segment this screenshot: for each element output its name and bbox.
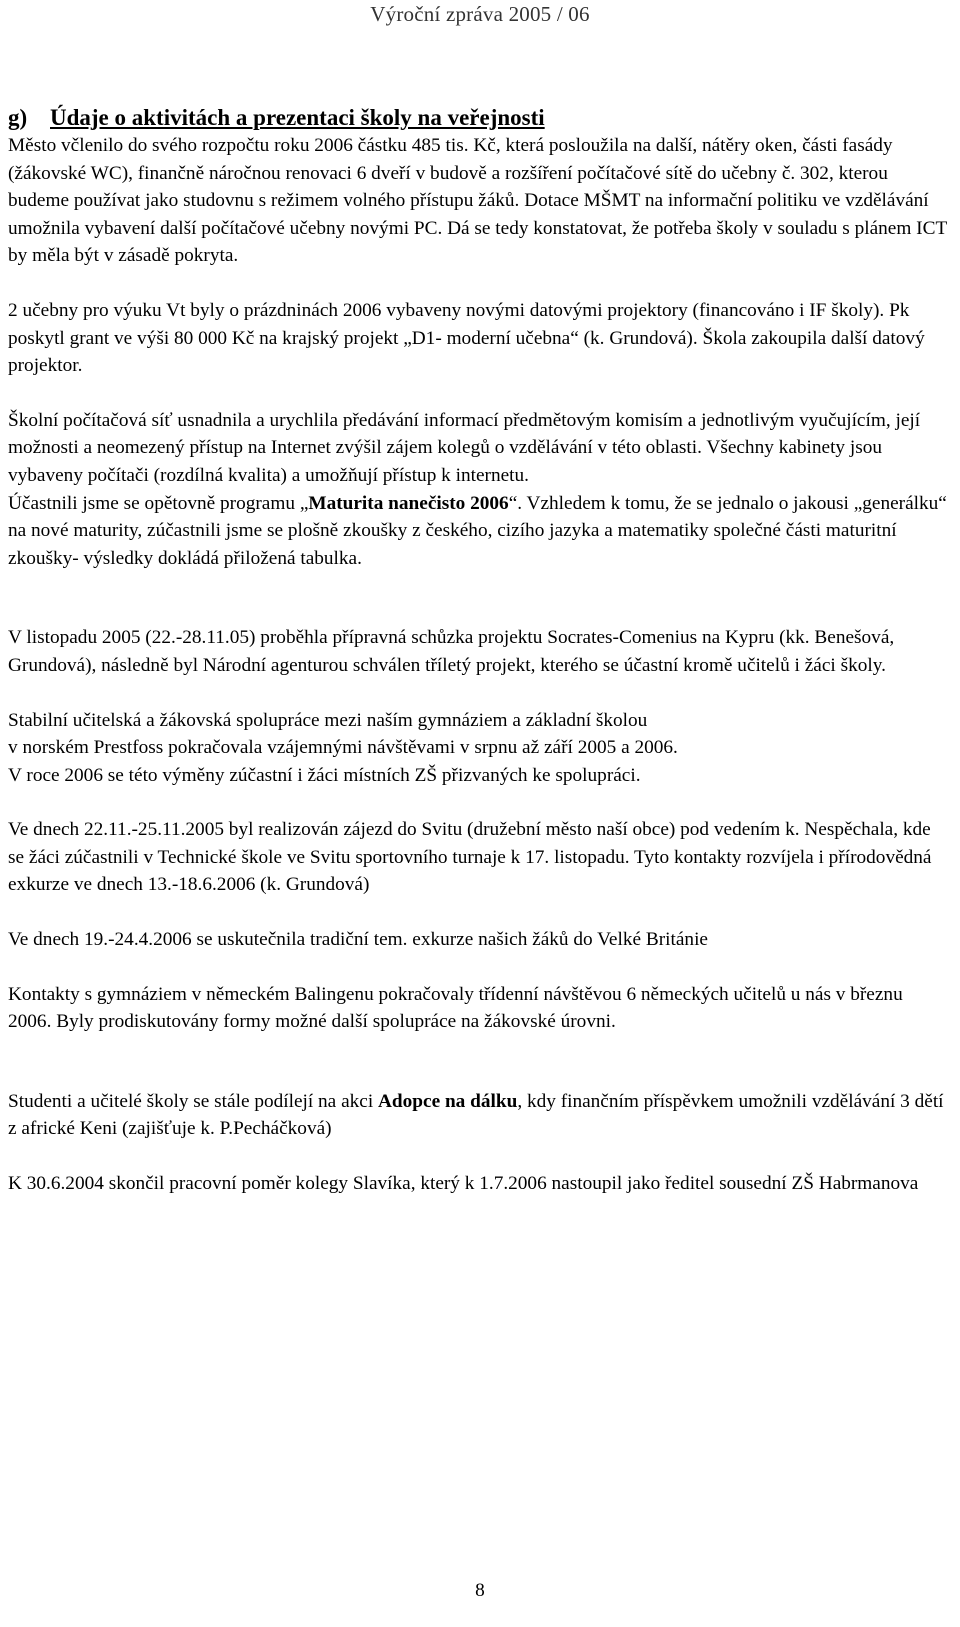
paragraph-svit: Ve dnech 22.11.-25.11.2005 byl realizován zájezd do Svitu (družební město naší obce) pod vedením k. Nespěchala, kde se žáci zúčastnili v Technické škole ve Svitu sportovního turnaje k 17. listopadu. Tyto kontakty rozvíjela i přírodovědná exkurze ve dnech 13.-18.6.2006 (k. Grundová): [8, 819, 932, 896]
norway-line-3: V roce 2006 se této výměny zúčastní i žáci místních ZŠ přizvaných ke spolupráci.: [8, 764, 641, 786]
section-heading: [8, 104, 948, 132]
adoption-text-before: Studenti a učitelé školy se stále podílejí na akci: [8, 1090, 378, 1112]
paragraph-norway: [8, 707, 948, 790]
adoption-program-name: Adopce na dálku: [378, 1090, 518, 1112]
paragraph-adoption: [8, 1088, 948, 1143]
section-title: Údaje o aktivitách a prezentaci školy na veřejnosti: [50, 105, 545, 130]
section-label: g): [8, 105, 28, 130]
adoption-text-after: , kdy finančním příspěvkem umožnili vzdělávání 3 dětí z africké Keni (zajišťuje k. P.Pecháčková): [8, 1090, 944, 1140]
maturita-text-before: Účastnili jsme se opětovně programu „: [8, 492, 309, 514]
paragraph-comenius: V listopadu 2005 (22.-28.11.05) proběhla přípravná schůzka projektu Socrates-Comenius na Kypru (kk. Benešová, Grundová), následně byl Národní agenturou schválen tříletý projekt, kterého se účastní kromě učitelů i žáci školy.: [8, 627, 895, 676]
paragraph-staff-change: K 30.6.2004 skončil pracovní poměr kolegy Slavíka, který k 1.7.2006 nastoupil jako ředitel sousední ZŠ Habrmanova: [8, 1173, 919, 1195]
paragraph-projectors: 2 učebny pro výuku Vt byly o prázdninách 2006 vybaveny novými datovými projektory (financováno i IF školy). Pk poskytl grant ve výši 80 000 Kč na krajský projekt „D1- moderní učebna“ (k. Grundová). Škola zakoupila další datový projektor.: [8, 299, 925, 377]
norway-line-2: v norském Prestfoss pokračovala vzájemnými návštěvami v srpnu až září 2005 a 2006.: [8, 737, 678, 759]
maturita-text-after: “. Vzhledem k tomu, že se jednalo o jakousi „generálku“ na nové maturity, zúčastnili jsme se plošně zkoušky z českého, cizího jazyka a matematiky společné části maturitní zkoušky- výsledky dokládá přiložená tabulka.: [8, 492, 947, 569]
paragraph-britain: Ve dnech 19.-24.4.2006 se uskutečnila tradiční tem. exkurze našich žáků do Velké Británie: [8, 929, 708, 951]
paragraph-maturita: [8, 490, 948, 573]
document-body: [8, 104, 948, 1198]
norway-line-1: Stabilní učitelská a žákovská spolupráce mezi naším gymnáziem a základní školou: [8, 709, 648, 731]
maturita-program-name: Maturita nanečisto 2006: [308, 492, 509, 514]
paragraph-budget: Město včlenilo do svého rozpočtu roku 2006 částku 485 tis. Kč, která posloužila na další, nátěry oken, části fasády (žákovské WC), finančně náročnou renovaci 6 dveří v budově a rozšíření počítačové sítě do učebny č. 302, kterou budeme používat jako studovnu s režimem volného přístupu žáků. Dotace MŠMT na informační politiku ve vzdělávání umožnila vybavení další počítačové učebny novými PC. Dá se tedy konstatovat, že potřeba školy v souladu s plánem ICT by měla být v zásadě pokryta.: [8, 135, 947, 267]
paragraph-network: Školní počítačová síť usnadnila a urychlila předávání informací předmětovým komisím a jednotlivým vyučujícím, její možnosti a neomezený přístup na Internet zvýšil zájem kolegů o vzdělávání v této oblasti. Všechny kabinety jsou vybaveny počítači (rozdílná kvalita) a umožňují přístup k internetu.: [8, 409, 921, 486]
paragraph-balingen: Kontakty s gymnáziem v německém Balingenu pokračovaly třídenní návštěvou 6 německých učitelů u nás v březnu 2006. Byly prodiskutovány formy možné další spolupráce na žákovské úrovni.: [8, 983, 903, 1033]
page-header: Výroční zpráva 2005 / 06: [370, 2, 590, 26]
page-number: 8: [475, 1580, 485, 1601]
